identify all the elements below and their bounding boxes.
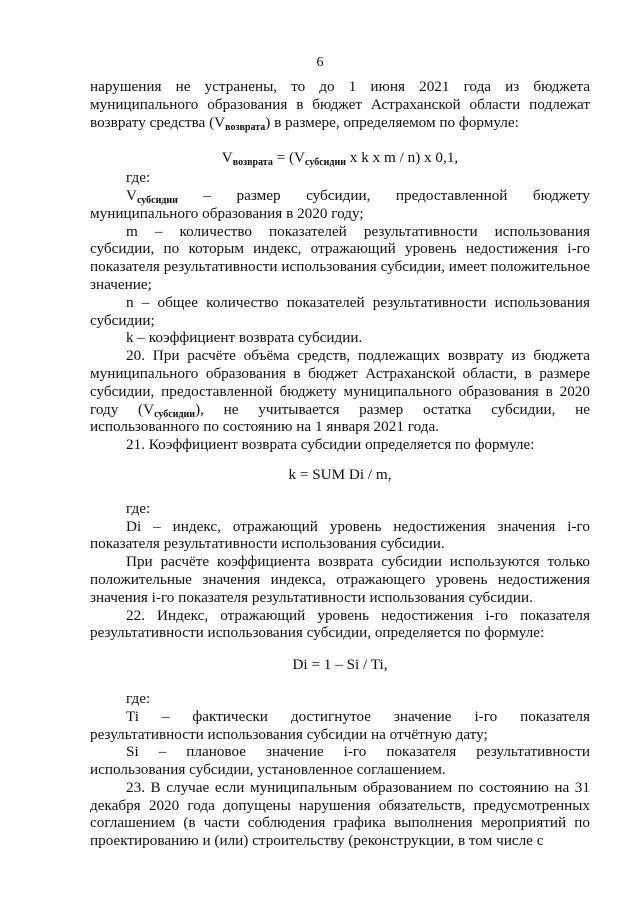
document-body [90, 78, 590, 850]
formula-index: Di = 1 – Si / Ti, [292, 656, 388, 674]
definition-k: k – коэффициент возврата субсидии. [126, 329, 363, 347]
where-label: где: [126, 499, 151, 517]
page-number: 6 [316, 55, 324, 70]
definition-m: m – количество показателей результативности использования субсидии, по которым индекс, отражающий уровень недостижения i-го показателя результативности использования субсидии, имеет положительное значение; [90, 222, 590, 293]
formula-coefficient: k = SUM Di / m, [288, 465, 392, 483]
paragraph-21: 21. Коэффициент возврата субсидии определяется по формуле: [126, 436, 535, 454]
intro-paragraph: нарушения не устранены, то до 1 июня 2021 года из бюджета муниципального образования в бюджет Астраханской области подлежат возврату средства $(V_{возврата})$ в размере, определяемом по формуле: [90, 78, 590, 133]
definition-ti: Ti – фактически достигнутое значение i-го показателя результативности использования субсидии на отчётную дату; [90, 707, 590, 743]
where-label: где: [126, 169, 151, 187]
definition-v-subsidy: $V_{субсидии}$ – размер субсидии, предоставленной бюджету муниципального образования в 2020 году; [90, 186, 590, 222]
where-label: где: [126, 689, 151, 707]
paragraph-20: 20. При расчёте объёма средств, подлежащих возврату из бюджета муниципального образования в бюджет Астраханской области, в размере субсидии, предоставленной бюджету муниципального образования в 2020 году $(V_{субсидии})$, не учитывается размер остатка субсидии, не использованного по состоянию на 1 января 2021 года. [90, 347, 591, 436]
definition-si: Si – плановое значение i-го показателя результативности использования субсидии, установленное соглашением. [90, 743, 590, 779]
definition-di: Di – индекс, отражающий уровень недостижения значения i-го показателя результативности использования субсидии. [90, 517, 590, 553]
paragraph-22: 22. Индекс, отражающий уровень недостижения i-го показателя результативности использования субсидии, определяется по формуле: [90, 606, 590, 642]
definition-n: n – общее количество показателей результативности использования субсидии; [90, 293, 590, 329]
formula-return-amount: $V_{возврата} = (V_{субсидии}$ x k x m / n) x 0,1, [221, 149, 459, 169]
paragraph-23: 23. В случае если муниципальным образованием по состоянию на 31 декабря 2020 года допущены нарушения обязательств, предусмотренных соглашением (в части соблюдения графика выполнения мероприятий по проектированию и (или) строительству (реконструкции, в том числе с [90, 778, 590, 850]
paragraph-calculation: При расчёте коэффициента возврата субсидии используются только положительные значения индекса, отражающего уровень недостижения значения i-го показателя результативности использования субсидии. [90, 553, 590, 606]
